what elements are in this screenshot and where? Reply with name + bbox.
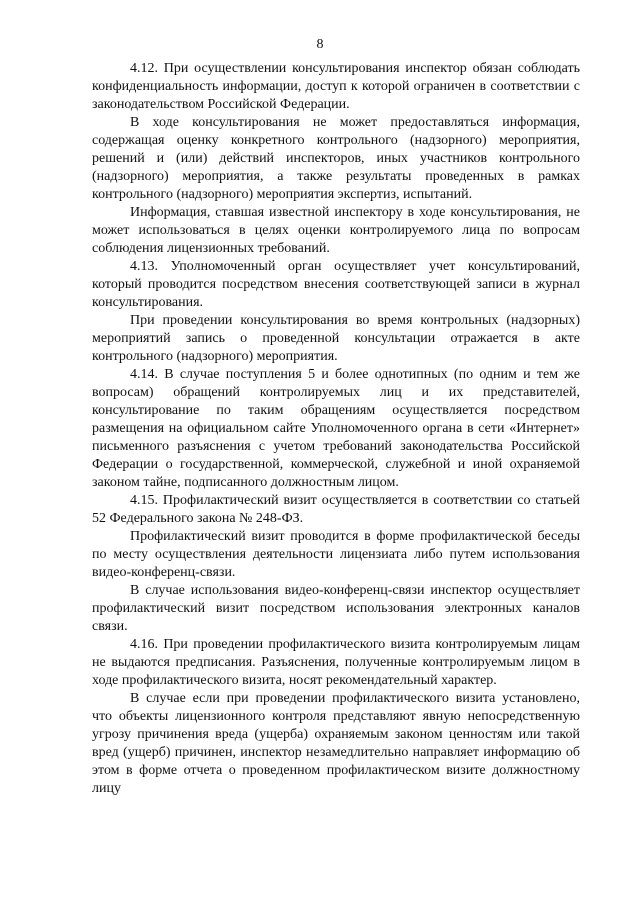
paragraph-4-16: 4.16. При проведении профилактического визита контролируемым лицам не выдаются предписания. Разъяснения, полученные контролируемым лицом в ходе профилактического визита, носят рекомендательный характер. [92,637,580,688]
paragraph-4-12: 4.12. При осуществлении консультирования инспектор обязан соблюдать конфиденциальность информации, доступ к которой ограничен в соответствии с законодательством Российской Федерации. [92,61,580,112]
paragraph-visit-form: Профилактический визит проводится в форме профилактической беседы по месту осуществления деятельности лицензиата либо путем использования видео-конференц-связи. [92,529,580,580]
paragraph-4-15: 4.15. Профилактический визит осуществляется в соответствии со статьей 52 Федерального закона № 248-ФЗ. [92,493,580,526]
paragraph-consultation-restrictions: В ходе консультирования не может предоставляться информация, содержащая оценку конкретного контрольного (надзорного) мероприятия, решений и (или) действий инспекторов, иных участников контрольного (надзорного) мероприятия, а также результаты проведенных в рамках контрольного (надзорного) мероприятия экспертиз, испытаний. [92,115,580,202]
paragraph-information-use: Информация, ставшая известной инспектору в ходе консультирования, не может использоваться в целях оценки контролируемого лица по вопросам соблюдения лицензионных требований. [92,205,580,256]
document-body [92,60,580,798]
paragraph-video-conference: В случае использования видео-конференц-связи инспектор осуществляет профилактический визит посредством использования электронных каналов связи. [92,583,580,634]
paragraph-consultation-record: При проведении консультирования во время контрольных (надзорных) мероприятий запись о проведенной консультации отражается в акте контрольного (надзорного) мероприятия. [92,313,580,364]
paragraph-threat-report: В случае если при проведении профилактического визита установлено, что объекты лицензионного контроля представляют явную непосредственную угрозу причинения вреда (ущерба) охраняемым законом ценностям или такой вред (ущерб) причинен, инспектор незамедлительно направляет информацию об этом в форме отчета о проведенном профилактическом визите должностному лицу [92,691,580,796]
paragraph-4-14: 4.14. В случае поступления 5 и более однотипных (по одним и тем же вопросам) обращений контролируемых лиц и их представителей, консультирование по таким обращениям осуществляется посредством размещения на официальном сайте Уполномоченного органа в сети «Интернет» письменного разъяснения с учетом требований законодательства Российской Федерации о государственной, коммерческой, служебной и иной охраняемой законом тайне, подписанного должностным лицом. [92,367,580,490]
paragraph-4-13: 4.13. Уполномоченный орган осуществляет учет консультирований, который проводится посредством внесения соответствующей записи в журнал консультирования. [92,259,580,310]
page-number: 8 [316,37,324,52]
